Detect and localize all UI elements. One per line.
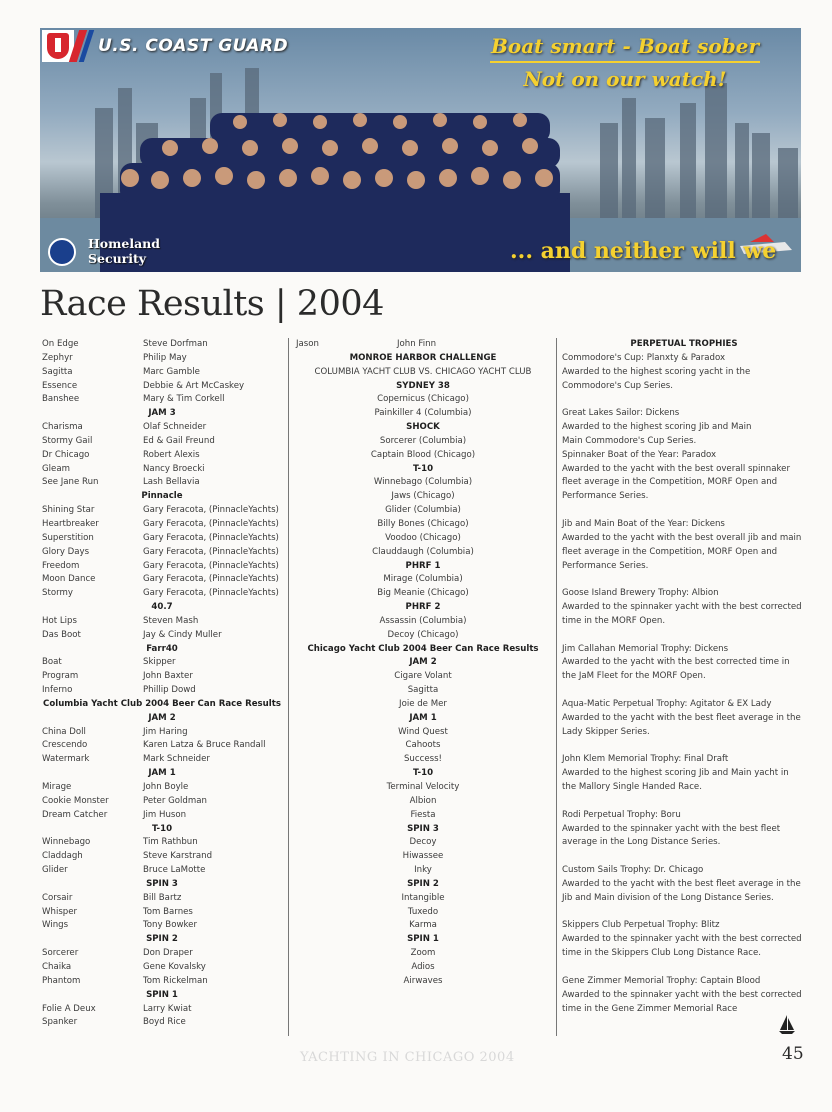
result-row <box>42 435 282 449</box>
boat-name: Folie A Deux <box>42 1003 96 1014</box>
result-row <box>42 947 282 961</box>
result-entry: Karma <box>409 920 437 931</box>
spacer <box>562 906 806 920</box>
result-entry: Intangible <box>401 892 445 903</box>
boat-name: Mirage <box>42 782 72 792</box>
result-entry: Decoy <box>409 837 437 848</box>
owner-name: Gary Feracota, (PinnacleYachts) <box>143 546 279 557</box>
section-heading: Farr40 <box>146 643 178 654</box>
result-row <box>42 532 282 546</box>
result-entry: Tuxedo <box>407 906 439 917</box>
coast-guard-crew-photo <box>100 108 570 272</box>
spacer <box>562 573 806 587</box>
boat-name: Gleam <box>42 463 70 474</box>
section-heading: SPIN 3 <box>407 823 439 834</box>
owner-name: Olaf Schneider <box>143 422 207 433</box>
trophy-text: the JaM Fleet for the MORF Open. <box>562 671 706 682</box>
result-entry: Terminal Velocity <box>386 782 460 792</box>
result-row <box>42 380 282 394</box>
result-entry: Fiesta <box>410 809 436 820</box>
owner-name: Don Draper <box>143 948 193 959</box>
boat-name: Sagitta <box>42 366 73 377</box>
owner-name: Philip May <box>143 352 187 363</box>
boat-name: Glider <box>42 865 68 876</box>
result-row <box>42 476 282 490</box>
result-entry: Albion <box>409 795 437 806</box>
trophy-text: Commodore's Cup Series. <box>562 380 673 391</box>
owner-name: Tony Bowker <box>143 920 197 931</box>
owner-name: Robert Alexis <box>143 449 200 460</box>
result-row <box>42 726 282 740</box>
result-entry: Decoy (Chicago) <box>387 629 459 640</box>
trophy-text: Awarded to the yacht with the best fleet average in the <box>562 878 801 889</box>
owner-name: Gary Feracota, (PinnacleYachts) <box>143 560 279 571</box>
result-row <box>42 573 282 587</box>
trophy-text: Performance Series. <box>562 560 649 571</box>
result-entry: Adios <box>411 961 435 972</box>
owner-name: Jay & Cindy Muller <box>143 629 222 640</box>
trophy-text: average in the Long Distance Series. <box>562 837 721 848</box>
boat-name: Freedom <box>42 560 80 571</box>
result-entry: Assassin (Columbia) <box>379 615 467 626</box>
result-row <box>296 338 550 352</box>
result-row <box>42 781 282 795</box>
result-entry: Copernicus (Chicago) <box>377 394 469 405</box>
banner-slogan <box>460 34 790 91</box>
result-row <box>42 906 282 920</box>
result-entry: Zoom <box>410 948 436 959</box>
section-heading: Chicago Yacht Club 2004 Beer Can Race Results <box>307 643 539 654</box>
result-row <box>42 518 282 532</box>
trophy-text: fleet average in the Competition, MORF Open and <box>562 546 778 557</box>
trophy-text: Awarded to the yacht with the best fleet average in the <box>562 712 801 723</box>
result-row <box>42 670 282 684</box>
boat-name: On Edge <box>42 339 79 349</box>
owner-name: Tom Barnes <box>143 906 193 917</box>
boat-name: Dr Chicago <box>42 449 90 460</box>
result-row <box>42 739 282 753</box>
result-row <box>42 919 282 933</box>
section-heading: 40.7 <box>151 602 173 613</box>
result-entry: Joie de Mer <box>399 698 447 709</box>
owner-name: Jim Huson <box>143 809 187 820</box>
owner-name: Boyd Rice <box>143 1017 186 1028</box>
owner-name: Mark Schneider <box>143 754 210 765</box>
spacer <box>562 961 806 975</box>
results-column-2 <box>296 338 550 989</box>
trophy-text: Custom Sails Trophy: Dr. Chicago <box>562 865 704 876</box>
owner-name: Gary Feracota, (PinnacleYachts) <box>143 518 279 529</box>
trophy-text: Awarded to the highest scoring yacht in the <box>562 366 751 377</box>
trophy-text: Jib and Main Boat of the Year: Dickens <box>562 518 725 529</box>
result-row <box>42 615 282 629</box>
trophy-text: Awarded to the yacht with the best overall jib and main <box>562 532 802 543</box>
result-row <box>42 366 282 380</box>
boat-name: Wings <box>42 920 69 931</box>
result-row <box>42 352 282 366</box>
boat-name: Winnebago <box>42 837 91 848</box>
result-entry: Voodoo (Chicago) <box>385 532 461 543</box>
section-heading: SHOCK <box>406 422 440 433</box>
result-row <box>42 421 282 435</box>
result-entry: Captain Blood (Chicago) <box>370 449 476 460</box>
section-heading: T-10 <box>151 823 173 834</box>
result-row <box>42 1003 282 1017</box>
result-row <box>42 753 282 767</box>
result-entry: Sagitta <box>407 685 439 696</box>
result-row <box>42 795 282 809</box>
boat-name: China Doll <box>42 726 86 737</box>
result-row <box>42 629 282 643</box>
trophy-text: time in the MORF Open. <box>562 615 666 626</box>
spacer <box>562 739 806 753</box>
owner-name: John Boyle <box>143 782 189 792</box>
owner-name: John Baxter <box>143 671 193 682</box>
trophy-text: Skippers Club Perpetual Trophy: Blitz <box>562 920 720 931</box>
trophy-text: Lady Skipper Series. <box>562 726 650 737</box>
result-row <box>42 560 282 574</box>
boat-name: Glory Days <box>42 546 90 557</box>
section-heading: Pinnacle <box>141 491 183 502</box>
owner-name: Ed & Gail Freund <box>143 435 215 446</box>
owner-name: Gary Feracota, (PinnacleYachts) <box>143 505 279 516</box>
result-row <box>42 504 282 518</box>
trophy-text: Great Lakes Sailor: Dickens <box>562 408 680 419</box>
owner-name: Gary Feracota, (PinnacleYachts) <box>143 588 279 599</box>
trophy-text: time in the Skippers Club Long Distance Race. <box>562 948 761 959</box>
boat-name: Sorcerer <box>42 948 79 959</box>
spacer <box>562 684 806 698</box>
slogan-line-1: Boat smart - Boat sober <box>490 34 760 58</box>
result-entry: Cigare Volant <box>394 671 452 682</box>
homeland-security-label: Homeland Security <box>88 236 161 266</box>
result-row <box>42 449 282 463</box>
boat-name: Inferno <box>42 685 73 696</box>
result-entry: Painkiller 4 (Columbia) <box>374 408 472 419</box>
trophy-text: time in the Gene Zimmer Memorial Race <box>562 1003 738 1014</box>
trophy-text: John Klem Memorial Trophy: Final Draft <box>562 754 729 765</box>
result-entry: COLUMBIA YACHT CLUB VS. CHICAGO YACHT CLUB <box>314 366 532 377</box>
section-heading: PHRF 1 <box>405 560 441 571</box>
boat-name: Banshee <box>42 394 80 405</box>
owner-name: Gene Kovalsky <box>143 961 206 972</box>
homeland-security-seal-icon <box>48 238 76 266</box>
boat-name: Whisper <box>42 906 78 917</box>
owner-name: Gary Feracota, (PinnacleYachts) <box>143 532 279 543</box>
perpetual-trophies-column <box>562 338 806 1016</box>
trophy-text: Gene Zimmer Memorial Trophy: Captain Blood <box>562 975 761 986</box>
boat-name: Crescendo <box>42 740 88 751</box>
result-entry: Billy Bones (Chicago) <box>377 518 469 529</box>
trophy-text: Awarded to the highest scoring Jib and Main yacht in <box>562 768 789 779</box>
trophy-text: Performance Series. <box>562 491 649 502</box>
boat-name: Das Boot <box>42 629 81 640</box>
slogan-line-2: Not on our watch! <box>523 67 727 91</box>
section-heading: MONROE HARBOR CHALLENGE <box>349 352 497 363</box>
boat-name: Program <box>42 671 79 682</box>
section-heading: SPIN 2 <box>407 878 439 889</box>
owner-name: Steve Karstrand <box>143 851 213 862</box>
owner-name: Lash Bellavia <box>143 477 200 488</box>
spacer <box>562 850 806 864</box>
result-row <box>42 975 282 989</box>
boat-name: Essence <box>42 380 78 391</box>
owner-name: Nancy Broecki <box>143 463 205 474</box>
boat-name: Boat <box>42 657 62 668</box>
owner-name: Bill Bartz <box>143 892 182 903</box>
column-divider <box>288 338 289 1036</box>
boat-name: Charisma <box>42 422 83 433</box>
section-heading: JAM 2 <box>409 657 437 668</box>
section-heading: JAM 3 <box>148 408 176 419</box>
owner-name: Steve Dorfman <box>143 339 208 349</box>
owner-name: Skipper <box>143 657 176 668</box>
owner-name: Bruce LaMotte <box>143 865 206 876</box>
result-entry: Sorcerer (Columbia) <box>379 435 467 446</box>
owner-name: Karen Latza & Bruce Randall <box>143 740 266 751</box>
section-heading: JAM 2 <box>148 712 176 723</box>
section-heading: JAM 1 <box>148 768 176 779</box>
result-row <box>42 338 282 352</box>
owner-name: Steven Mash <box>143 615 199 626</box>
owner-name: Phillip Dowd <box>143 685 196 696</box>
section-heading: JAM 1 <box>409 712 437 723</box>
trophy-text: Commodore's Cup: Planxty & Paradox <box>562 352 726 363</box>
trophy-text: Goose Island Brewery Trophy: Albion <box>562 588 719 599</box>
boat-name: Jason <box>296 339 319 349</box>
trophy-text: Awarded to the highest scoring Jib and Main <box>562 422 752 433</box>
section-heading: SPIN 3 <box>146 878 178 889</box>
result-entry: Mirage (Columbia) <box>383 574 463 585</box>
section-heading: SPIN 2 <box>146 934 178 945</box>
boat-name: See Jane Run <box>42 477 99 488</box>
boat-name: Stormy Gail <box>42 435 93 446</box>
result-entry: Inky <box>414 865 432 876</box>
boat-name: Heartbreaker <box>42 518 99 529</box>
spacer <box>562 393 806 407</box>
boat-name: Corsair <box>42 892 73 903</box>
owner-name: Tom Rickelman <box>143 975 208 986</box>
magazine-footer: YACHTING IN CHICAGO 2004 <box>300 1050 515 1065</box>
section-heading: SPIN 1 <box>146 989 178 1000</box>
boat-name: Stormy <box>42 588 73 599</box>
agency-name: U.S. COAST GUARD <box>98 36 289 56</box>
boat-name: Dream Catcher <box>42 809 108 820</box>
result-row <box>42 656 282 670</box>
page-number: 45 <box>782 1044 804 1064</box>
boat-name: Claddagh <box>42 851 83 862</box>
results-column-1 <box>42 338 282 1030</box>
boat-name: Moon Dance <box>42 574 96 585</box>
trophy-text: Aqua-Matic Perpetual Trophy: Agitator & EX Lady <box>562 698 772 709</box>
trophy-text: the Mallory Single Handed Race. <box>562 782 702 792</box>
owner-name: Mary & Tim Corkell <box>143 394 225 405</box>
trophy-text: Spinnaker Boat of the Year: Paradox <box>562 449 717 460</box>
result-row <box>42 463 282 477</box>
section-heading: PERPETUAL TROPHIES <box>630 339 738 349</box>
trophy-text: Jib and Main division of the Long Distance Series. <box>562 892 774 903</box>
boat-name: Shining Star <box>42 505 95 516</box>
boat-name: Zephyr <box>42 352 73 363</box>
trophy-text: Awarded to the spinnaker yacht with the best corrected <box>562 602 802 613</box>
result-entry: Wind Quest <box>398 726 448 737</box>
spacer <box>562 629 806 643</box>
banner-tagline: ... and neither will we <box>510 238 777 264</box>
result-entry: Success! <box>403 754 443 765</box>
result-entry: Airwaves <box>403 975 443 986</box>
boat-name: Spanker <box>42 1017 78 1028</box>
result-row <box>42 836 282 850</box>
owner-name: Tim Rathbun <box>143 837 198 848</box>
column-divider <box>556 338 557 1036</box>
owner-name: Peter Goldman <box>143 795 207 806</box>
boat-name: Hot Lips <box>42 615 77 626</box>
boat-name: Watermark <box>42 754 90 765</box>
owner-name: Debbie & Art McCaskey <box>143 380 245 391</box>
trophy-text: Awarded to the yacht with the best corrected time in <box>562 657 790 668</box>
owner-name: Gary Feracota, (PinnacleYachts) <box>143 574 279 585</box>
result-row <box>42 1016 282 1030</box>
result-entry: Hiwassee <box>402 851 444 862</box>
section-heading: SPIN 1 <box>407 934 439 945</box>
result-entry: Clauddaugh (Columbia) <box>372 546 474 557</box>
trophy-text: fleet average in the Competition, MORF Open and <box>562 477 778 488</box>
result-row <box>42 684 282 698</box>
spacer <box>562 795 806 809</box>
sailboat-icon <box>778 1014 796 1036</box>
result-row <box>42 892 282 906</box>
result-row <box>42 587 282 601</box>
trophy-text: Awarded to the spinnaker yacht with the best corrected <box>562 989 802 1000</box>
result-row <box>42 864 282 878</box>
result-entry: Winnebago (Columbia) <box>373 477 473 488</box>
section-heading: Columbia Yacht Club 2004 Beer Can Race Results <box>43 698 281 709</box>
trophy-text: Awarded to the spinnaker yacht with the best fleet <box>562 823 781 834</box>
result-entry: Jaws (Chicago) <box>391 491 455 502</box>
result-row <box>42 961 282 975</box>
page-title: Race Results | 2004 <box>40 284 384 324</box>
boat-name: Chaika <box>42 961 72 972</box>
section-heading: T-10 <box>412 463 434 474</box>
slogan-divider <box>490 61 760 63</box>
owner-name: Marc Gamble <box>143 366 200 377</box>
section-heading: PHRF 2 <box>405 602 441 613</box>
trophy-text: Jim Callahan Memorial Trophy: Dickens <box>562 643 729 654</box>
result-row <box>42 809 282 823</box>
coast-guard-banner <box>40 28 801 272</box>
boat-name: Phantom <box>42 975 81 986</box>
section-heading: SYDNEY 38 <box>396 380 450 391</box>
trophy-text: Awarded to the spinnaker yacht with the best corrected <box>562 934 802 945</box>
result-row <box>42 393 282 407</box>
boat-name: Cookie Monster <box>42 795 109 806</box>
trophy-text: Rodi Perpetual Trophy: Boru <box>562 809 681 820</box>
section-heading: T-10 <box>412 768 434 779</box>
trophy-text: Awarded to the yacht with the best overall spinnaker <box>562 463 790 474</box>
owner-name: Jim Haring <box>143 726 188 737</box>
spacer <box>562 504 806 518</box>
owner-name: Larry Kwiat <box>143 1003 192 1014</box>
result-entry: Glider (Columbia) <box>385 505 461 516</box>
result-entry: Cahoots <box>405 740 441 751</box>
trophy-text: Main Commodore's Cup Series. <box>562 435 697 446</box>
result-entry: Big Meanie (Chicago) <box>377 588 469 599</box>
boat-name: Superstition <box>42 532 94 543</box>
result-row <box>42 546 282 560</box>
result-row <box>42 850 282 864</box>
owner-name: John Finn <box>397 339 437 349</box>
